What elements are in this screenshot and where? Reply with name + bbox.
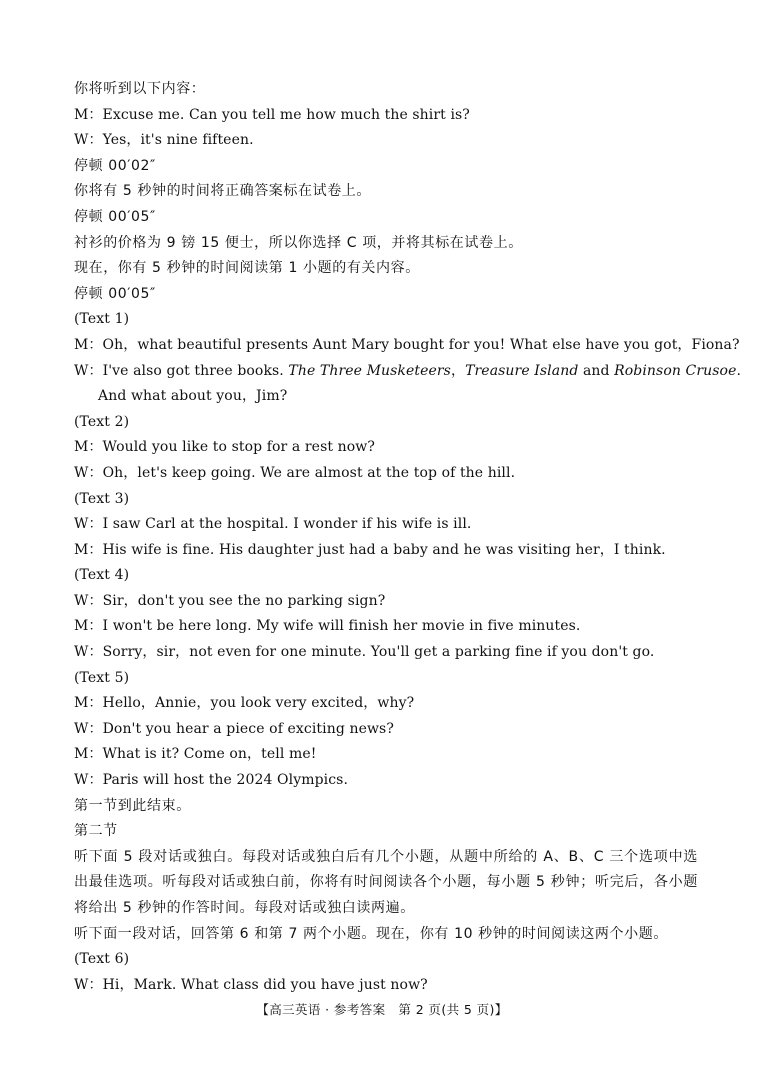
text-heading: (Text 1) <box>74 311 130 328</box>
text-line <box>74 359 742 385</box>
text-line: 衬衫的价格为 9 镑 15 便士，所以你选择 C 项，并将其标在试卷上。 <box>74 234 523 251</box>
text-line: W：Oh，let's keep going. We are almost at the top of the hill. <box>74 464 516 481</box>
text-line: W：Sir，don't you see the no parking sign? <box>74 592 386 609</box>
text-line: M：What is it? Come on，tell me! <box>74 746 317 763</box>
text-fragment: . <box>736 362 742 379</box>
text-fragment: W：I've also got three books. <box>74 362 289 379</box>
document-body <box>74 77 742 998</box>
text-line: M：Oh，what beautiful presents Aunt Mary bought for you! What else have you got，Fiona? <box>74 336 740 353</box>
text-fragment: and <box>578 362 615 379</box>
text-line: M：Would you like to stop for a rest now? <box>74 439 375 456</box>
text-line: 停顿 00′02″ <box>74 157 156 174</box>
text-fragment: ， <box>450 362 466 379</box>
text-line: W：Don't you hear a piece of exciting news? <box>74 720 394 737</box>
text-heading: (Text 2) <box>74 413 130 430</box>
text-heading: (Text 5) <box>74 669 130 686</box>
text-line: W：I saw Carl at the hospital. I wonder if his wife is ill. <box>74 516 472 533</box>
book-title: Treasure Island <box>465 362 579 379</box>
text-line: W：Sorry，sir，not even for one minute. You'll get a parking fine if you don't go. <box>74 644 655 661</box>
text-line: 第一节到此结束。 <box>74 797 191 814</box>
page-footer: 【高三英语 · 参考答案 第 2 页(共 5 页)】 <box>256 1002 508 1017</box>
text-heading: (Text 4) <box>74 567 130 584</box>
text-heading: (Text 6) <box>74 951 130 968</box>
text-line: W：Hi，Mark. What class did you have just now? <box>74 976 428 993</box>
section-heading: 第二节 <box>74 823 118 840</box>
text-line: M：His wife is fine. His daughter just had a baby and he was visiting her，I think. <box>74 541 666 558</box>
text-heading: (Text 3) <box>74 490 130 507</box>
text-line: 听下面一段对话，回答第 6 和第 7 两个小题。现在，你有 10 秒钟的时间阅读这两个小题。 <box>74 925 668 942</box>
text-line: 停顿 00′05″ <box>74 208 156 225</box>
text-line: And what about you，Jim? <box>98 388 288 405</box>
text-line: W：Yes，it's nine fifteen. <box>74 132 254 149</box>
text-line: 停顿 00′05″ <box>74 285 156 302</box>
book-title: Robinson Crusoe <box>614 362 737 379</box>
text-line: M：Hello，Annie，you look very excited，why? <box>74 695 415 712</box>
instruction-paragraph: 听下面 5 段对话或独白。每段对话或独白后有几个小题，从题中所给的 A、B、C 三个选项中选出最佳选项。听每段对话或独白前，你将有时间阅读各个小题，每小题 5 秒钟；听完后，各小题将给出 5 秒钟的作答时间。每段对话或独白读两遍。 <box>74 848 698 916</box>
text-line: 你将听到以下内容： <box>74 81 206 97</box>
text-line: 你将有 5 秒钟的时间将正确答案标在试卷上。 <box>74 183 372 200</box>
text-line: 现在，你有 5 秒钟的时间阅读第 1 小题的有关内容。 <box>74 260 420 277</box>
book-title: The Three Musketeers <box>288 362 451 379</box>
text-line: M：I won't be here long. My wife will finish her movie in five minutes. <box>74 618 581 635</box>
text-line: M：Excuse me. Can you tell me how much the shirt is? <box>74 106 470 123</box>
text-line: W：Paris will host the 2024 Olympics. <box>74 772 349 789</box>
